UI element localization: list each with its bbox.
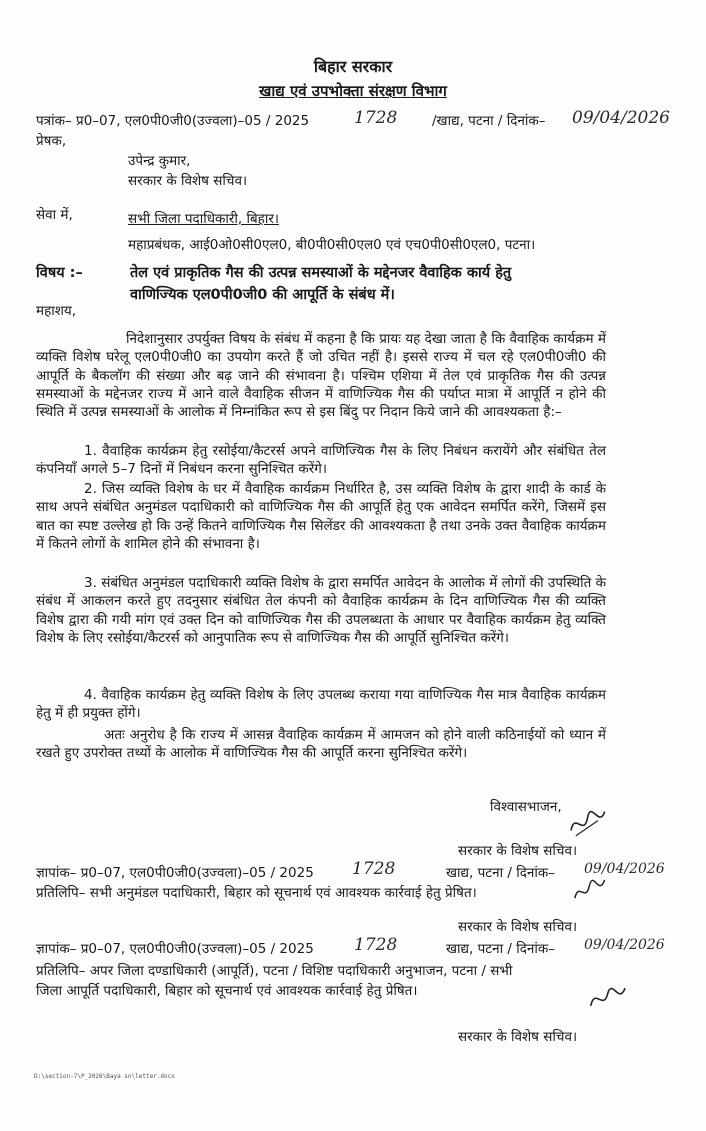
copy2-text-line-2: जिला आपूर्ति पदाधिकारी, बिहार को सूचनार्थ एवं आवश्यक कार्रवाई हेतु प्रेषित। <box>36 983 418 999</box>
sender-designation: सरकार के विशेष सचिव। <box>128 173 248 189</box>
signature-icon <box>570 870 610 909</box>
handwritten-date: 09/04/2026 <box>572 108 670 128</box>
government-heading: बिहार सरकार <box>313 57 393 76</box>
subject-line-2: वाणिज्यिक एल0पी0जी0 की आपूर्ति के संबंध में। <box>130 287 395 303</box>
subject-label: विषय :– <box>36 265 83 281</box>
subject-text <box>130 262 600 306</box>
sender-label: प्रेषक, <box>36 133 67 149</box>
signature-icon <box>586 976 630 1016</box>
copy1-signatory: सरकार के विशेष सचिव। <box>458 919 578 935</box>
copy2-handwritten-date: 09/04/2026 <box>584 937 665 953</box>
sender-name: उपेन्द्र कुमार, <box>128 153 191 169</box>
file-path-footer: D:\section-7\P_2026\Baya sn\letter.docx <box>34 1073 175 1080</box>
point-1: 1. वैवाहिक कार्यक्रम हेतु रसोईया/कैटरर्स अपने वाणिज्यिक गैस के लिए निबंधन करायेंगे और संबंधित तेल कंपनियाँ अगले 5–7 दिनों में निबंधन करना सुनिश्चित करेंगे। <box>36 443 606 478</box>
copy1-text: प्रतिलिपि– सभी अनुमंडल पदाधिकारी, बिहार को सूचनार्थ एवं आवश्यक कार्रवाई हेतु प्रेषित। <box>36 885 477 901</box>
point-2: 2. जिस व्यक्ति विशेष के घर में वैवाहिक कार्यक्रम निर्धारित है, उस व्यक्ति विशेष के द्वारा शादी के कार्ड के साथ अपने संबंधित अनुमंडल पदाधिकारी को वाणिज्यिक गैस की आपूर्ति हेतु एक आवेदन समर्पित करेंगे, जिसमें इस बात का स्पष्ट उल्लेख हो कि उन्हें कितने वाणिज्यिक गैस सिलेंडर की आवश्यकता है तथा उनके उक्त वैवाहिक कार्यक्रम में कितने लोगों के शामिल होने की संभावना है। <box>36 481 606 552</box>
reference-suffix: /खाद्य, पटना / दिनांक– <box>432 113 546 129</box>
reference-number: पत्रांक– प्र0–07, एल0पी0जी0(उज्वला)–05 / 2025 <box>36 113 310 129</box>
handwritten-letter-number: 1728 <box>354 108 398 128</box>
copy1-suffix: खाद्य, पटना / दिनांक– <box>446 865 555 881</box>
copy2-handwritten-number: 1728 <box>354 935 398 955</box>
signature-icon <box>565 797 610 842</box>
signature-mark <box>565 797 611 846</box>
copy2-text-line-1: प्रतिलिपि– अपर जिला दण्डाधिकारी (आपूर्ति), पटना / विशिष्ट पदाधिकारी अनुभाजन, पटना / सभी <box>36 963 513 979</box>
subject-line-1: तेल एवं प्राकृतिक गैस की उत्पन्न समस्याओं के मद्देनजर वैवाहिक कार्य हेतु <box>130 265 512 281</box>
point-3: 3. संबंधित अनुमंडल पदाधिकारी व्यक्ति विशेष के द्वारा समर्पित आवेदन के आलोक में लोगों की उपस्थिति के संबंध में आकलन करते हुए तदनुसार संबंधित तेल कंपनी को वैवाहिक कार्यक्रम के दिन वाणिज्यिक गैस की व्यक्ति विशेष द्वारा की गयी मांग एवं उक्त दिन को वाणिज्यिक गैस की उपलब्धता के आधार पर वैवाहिक कार्यक्रम हेतु व्यक्ति विशेष के लिए रसोईया/कैटरर्स को आनुपातिक रूप से वाणिज्यिक गैस की आपूर्ति सुनिश्चित करेंगे। <box>36 575 606 646</box>
copy2-suffix: खाद्य, पटना / दिनांक– <box>446 941 555 957</box>
to-label: सेवा में, <box>36 207 73 223</box>
copy2-memo: ज्ञापांक– प्र0–07, एल0पी0जी0(उज्वला)–05 / 2025 <box>36 941 314 957</box>
copy2-signature-mark <box>586 976 630 1020</box>
copy2-signatory: सरकार के विशेष सचिव। <box>458 1029 578 1045</box>
point-4: 4. वैवाहिक कार्यक्रम हेतु व्यक्ति विशेष के लिए उपलब्ध कराया गया वाणिज्यिक गैस मात्र वैवाहिक कार्यक्रम हेतु में ही प्रयुक्त होंगे। <box>36 687 606 722</box>
copy1-handwritten-number: 1728 <box>352 859 396 879</box>
copy1-signature-mark <box>570 870 611 913</box>
recipient-2: महाप्रबंधक, आई0ओ0सी0एल0, बी0पी0सी0एल0 एवं एच0पी0सी0एल0, पटना। <box>128 237 536 253</box>
recipient-1: सभी जिला पदाधिकारी, बिहार। <box>128 211 279 227</box>
salutation: महाशय, <box>36 303 77 319</box>
copy1-handwritten-date: 09/04/2026 <box>584 861 665 877</box>
yours-faithfully: विश्वासभाजन, <box>490 799 562 815</box>
signatory-designation: सरकार के विशेष सचिव। <box>458 843 578 859</box>
closing-paragraph: अतः अनुरोध है कि राज्य में आसन्न वैवाहिक कार्यक्रम में आमजन को होने वाली कठिनाईयों को ध्यान में रखते हुए उपरोक्त तथ्यों के आलोक में वाणिज्यिक गैस की आपूर्ति करना सुनिश्चित करेंगे। <box>36 727 606 762</box>
department-heading: खाद्य एवं उपभोक्ता संरक्षण विभाग <box>259 82 447 100</box>
intro-paragraph: निदेशानुसार उपर्युक्त विषय के संबंध में कहना है कि प्रायः यह देखा जाता है कि वैवाहिक कार्यक्रम में व्यक्ति विशेष घरेलू एल0पी0जी0 का उपयोग करते हैं जो उचित नहीं है। इससे राज्य में चल रहे एल0पी0जी0 की आपूर्ति के बैकलॉग की संख्या और बढ़ जाने की संभावना है। पश्चिम एशिया में तेल एवं प्राकृतिक गैस की उत्पन्न समस्याओं के मद्देनजर राज्य में आने वाले वैवाहिक सीजन में वाणिज्यिक गैस की पर्याप्त मात्रा में आपूर्ति न होने की स्थिति में उत्पन्न समस्याओं के आलोक में निम्नांकित रूप से इस बिंदु पर निदान किये जाने की आवश्यकता है:– <box>36 331 606 421</box>
copy1-memo: ज्ञापांक– प्र0–07, एल0पी0जी0(उज्वला)–05 / 2025 <box>36 865 314 881</box>
